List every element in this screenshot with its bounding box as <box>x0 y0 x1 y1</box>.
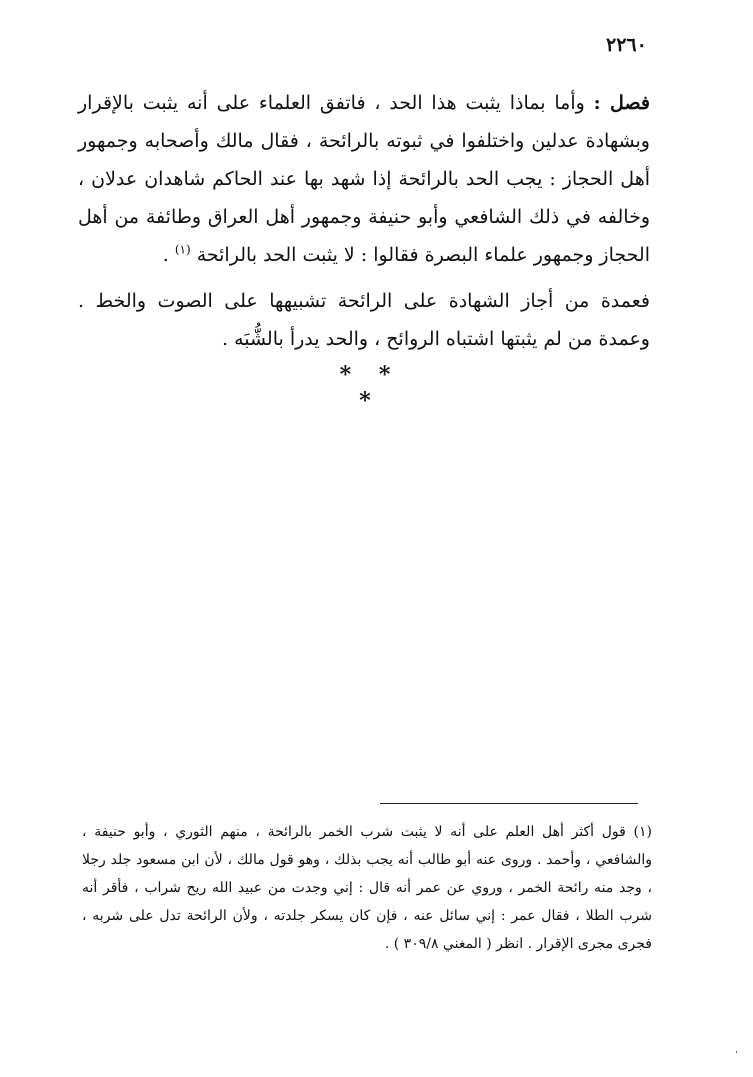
section-heading-fasl: فصل : <box>593 92 651 114</box>
footnote-block <box>82 818 652 958</box>
paragraph-fasl-body: وأما بماذا يثبت هذا الحد ، فاتفق العلماء على أنه يثبت بالإقرار وبشهادة عدلين واختلفوا في ثبوته بالرائحة ، فقال مالك وأصحابه وجمهور أهل الحجاز : يجب الحد بالرائحة إذا شهد بها عند الحاكم شاهدان عدلان ، وخالفه في ذلك الشافعي وأبو حنيفة وجمهور أهل العراق وطائفة من أهل الحجاز وجمهور علماء البصرة فقالوا : لا يثبت الحد بالرائحة <box>78 92 650 266</box>
section-separator-stars: * * * <box>339 362 401 414</box>
paragraph-fasl-end: . <box>162 244 169 266</box>
footnote-text: (١) قول أكثر أهل العلم على أنه لا يثبت شرب الخمر بالرائحة ، منهم الثوري ، وأبو حنيفة ، والشافعي ، وأحمد . وروى عنه أبو طالب أنه يجب بذلك ، وهو قول مالك ، لأن ابن مسعود جلد رجلا ، وجد منه رائحة الخمر ، وروي عن عمر أنه قال : إني وجدت من عبيد الله ريح شراب ، فأقر أنه شرب الطلا ، فقال عمر : إني سائل عنه ، فإن كان يسكر جلدته ، ولأن الرائحة تدل على شربه ، فجرى مجرى الإقرار . انظر ( المغني ٣٠٩/٨ ) . <box>82 824 652 952</box>
paragraph-evidence-text: فعمدة من أجاز الشهادة على الرائحة تشبيهها على الصوت والخط . وعمدة من لم يثبتها اشتباه الروائح ، والحد يدرأ بالشُّبَه . <box>78 290 650 350</box>
paragraph-fasl <box>78 84 650 274</box>
footnote-reference: (١) <box>174 242 191 257</box>
corner-mark: ، <box>735 1046 738 1056</box>
page-number: ٢٢٦٠ <box>606 34 647 56</box>
paragraph-fasl-text <box>78 84 650 274</box>
paragraph-evidence <box>78 282 650 358</box>
footnote-divider <box>380 803 638 804</box>
